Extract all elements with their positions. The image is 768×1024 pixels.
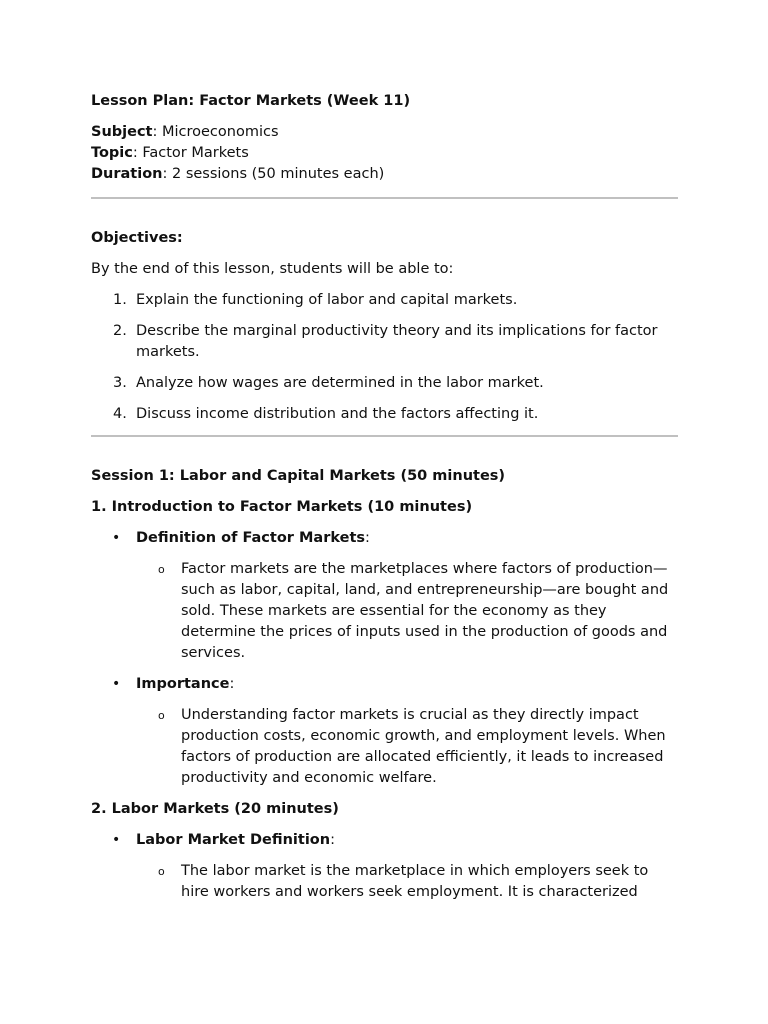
- bullet-suffix: :: [365, 530, 370, 546]
- bullet-label: Labor Market Definition: [136, 832, 331, 848]
- objective-number: 1.: [113, 292, 127, 308]
- bullet-list: [91, 528, 678, 789]
- duration-line: [91, 164, 678, 185]
- bullet-icon: •: [112, 676, 121, 692]
- sub-list: [136, 705, 678, 789]
- objectives-list: [91, 290, 678, 425]
- sub-list: [136, 559, 678, 664]
- lesson-title: Lesson Plan: Factor Markets (Week 11): [91, 93, 411, 109]
- objective-item: [91, 404, 678, 425]
- bullet-list: [91, 830, 678, 903]
- sub-bullet-icon: o: [158, 563, 165, 576]
- objective-text: Explain the functioning of labor and capital markets.: [136, 292, 518, 308]
- objective-item: [91, 373, 678, 394]
- session-heading: Session 1: Labor and Capital Markets (50 minutes): [91, 468, 506, 484]
- bullet-item: [91, 830, 678, 903]
- sub-bullet-icon: o: [158, 709, 165, 722]
- objective-text: Discuss income distribution and the factors affecting it.: [136, 406, 539, 422]
- bullet-label: Definition of Factor Markets: [136, 530, 366, 546]
- objective-item: [91, 290, 678, 311]
- bullet-suffix: :: [229, 676, 235, 692]
- duration-label: Duration: [91, 166, 163, 182]
- subject-label: Subject: [91, 124, 153, 140]
- sub-item-text: The labor market is the marketplace in which employers seek to hire workers and workers seek employment. It is characterized: [181, 863, 649, 900]
- part-heading: 1. Introduction to Factor Markets (10 minutes): [91, 499, 473, 515]
- objective-number: 4.: [113, 406, 127, 422]
- bullet-icon: •: [112, 530, 121, 546]
- sub-list: [136, 861, 678, 903]
- bullet-suffix: :: [330, 832, 335, 848]
- sub-item: [136, 559, 678, 664]
- objectives-heading: Objectives:: [91, 230, 183, 246]
- topic-value: : Factor Markets: [132, 145, 249, 161]
- sub-item-text: Factor markets are the marketplaces where factors of production—such as labor, capital, land, and entrepreneurship—are bought and sold. These markets are essential for the economy as they determine the prices of inputs used in the production of goods and services.: [181, 561, 669, 661]
- objective-number: 3.: [113, 375, 127, 391]
- objective-text: Describe the marginal productivity theory and its implications for factor markets.: [136, 323, 658, 360]
- subject-value: : Microeconomics: [152, 124, 279, 140]
- sub-bullet-icon: o: [158, 865, 165, 878]
- sub-item: [136, 861, 678, 903]
- objective-number: 2.: [113, 323, 127, 339]
- bullet-item: [91, 674, 678, 789]
- sub-item: [136, 705, 678, 789]
- subject-line: [91, 122, 678, 143]
- part-heading: 2. Labor Markets (20 minutes): [91, 801, 339, 817]
- bullet-item: [91, 528, 678, 664]
- divider: [91, 435, 678, 437]
- bullet-label: Importance: [136, 676, 230, 692]
- divider: [91, 197, 678, 199]
- objectives-intro: By the end of this lesson, students will be able to:: [91, 261, 454, 277]
- bullet-icon: •: [112, 832, 121, 848]
- objective-item: [91, 321, 678, 363]
- objective-text: Analyze how wages are determined in the labor market.: [136, 375, 544, 391]
- topic-label: Topic: [91, 145, 133, 161]
- document-content: [91, 91, 678, 913]
- topic-line: [91, 143, 678, 164]
- sub-item-text: Understanding factor markets is crucial as they directly impact production costs, economic growth, and employment levels. When factors of production are allocated efficiently, it leads to increased productivity and economic welfare.: [181, 707, 666, 786]
- duration-value: : 2 sessions (50 minutes each): [162, 166, 385, 182]
